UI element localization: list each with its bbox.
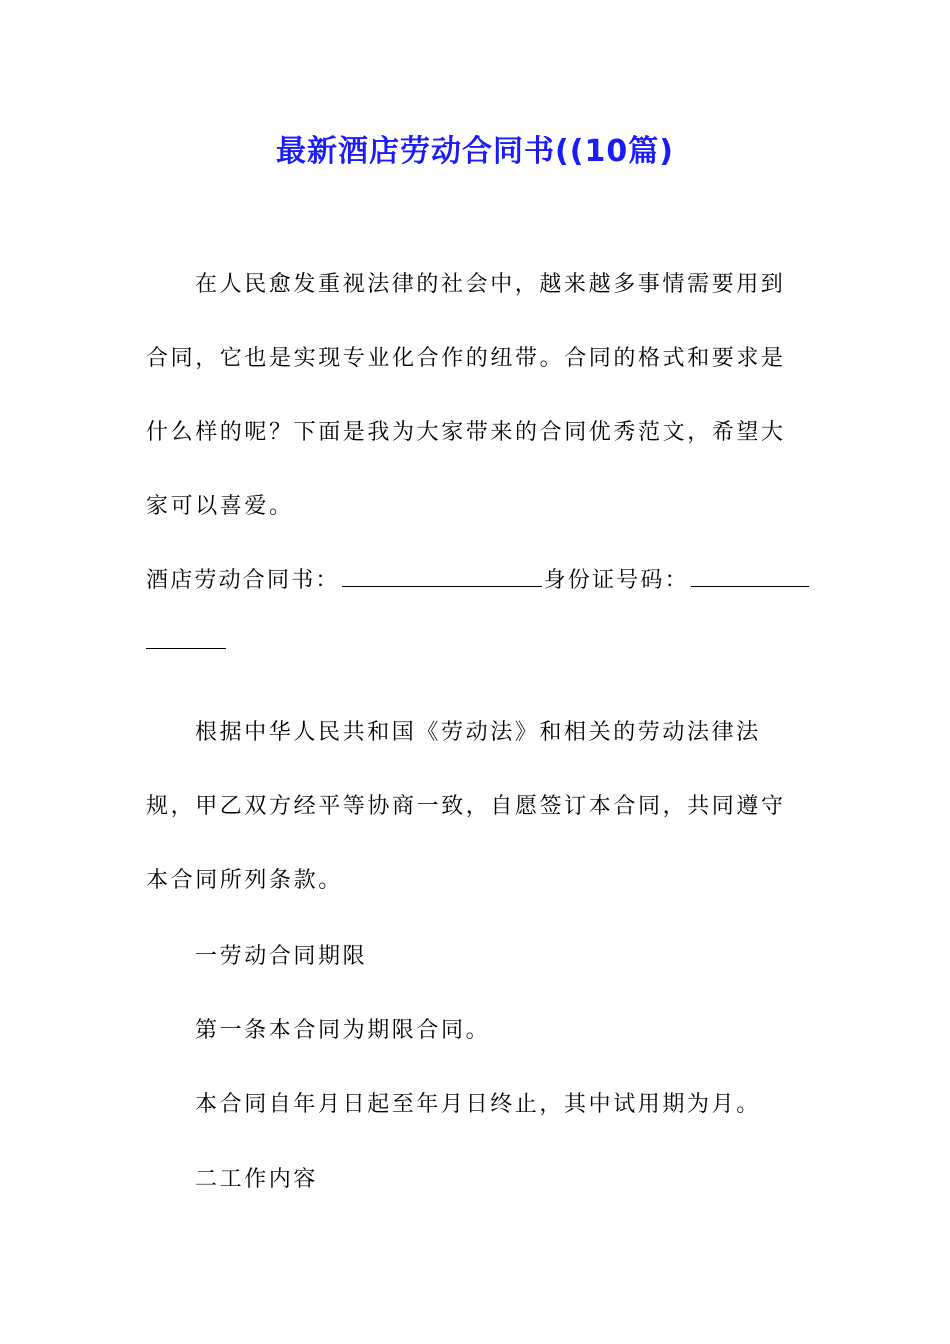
contract-label: 酒店劳动合同书： [146, 568, 340, 593]
id-number-blank-continued [146, 648, 226, 649]
document-title: 最新酒店劳动合同书((10篇) [276, 134, 674, 169]
intro-text: 在人民愈发重视法律的社会中，越来越多事情需要用到合同，它也是实现专业化合作的纽带。合同的格式和要求是什么样的呢？下面是我为大家带来的合同优秀范文，希望大家可以喜爱。 [146, 272, 786, 519]
article-one: 第一条本合同为期限合同。 [195, 1018, 491, 1043]
section-heading-term: 一劳动合同期限 [195, 944, 368, 969]
id-number-label: 身份证号码： [543, 568, 689, 593]
contract-fill-line [146, 544, 806, 618]
basis-text: 根据中华人民共和国《劳动法》和相关的劳动法律法规，甲乙双方经平等协商一致，自愿签订本合同，共同遵守本合同所列条款。 [146, 720, 786, 893]
section-heading-work: 二工作内容 [195, 1167, 319, 1192]
intro-paragraph [146, 248, 806, 544]
contract-blank [342, 566, 542, 587]
id-number-blank [691, 566, 809, 587]
basis-paragraph [146, 696, 806, 918]
contract-period-text: 本合同自年月日起至年月日终止，其中试用期为月。 [195, 1092, 761, 1117]
